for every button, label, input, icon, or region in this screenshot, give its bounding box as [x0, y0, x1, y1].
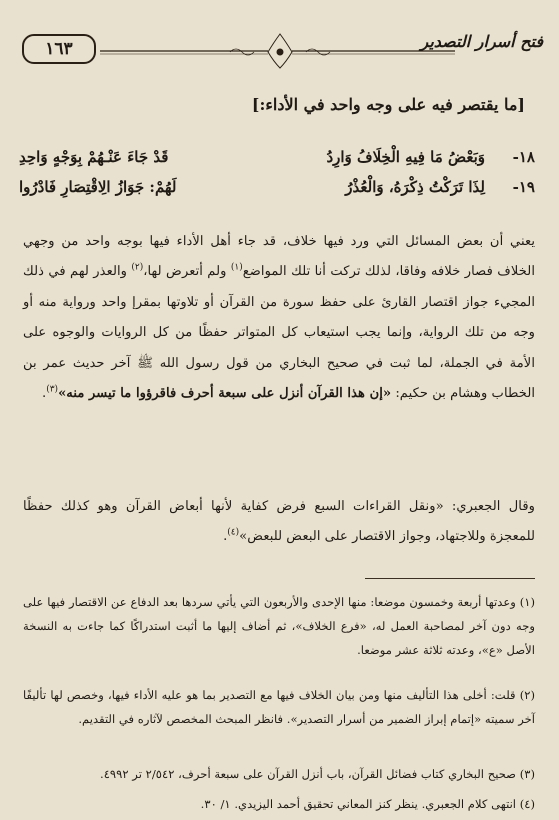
running-title: فتح أسرار التصدير [420, 32, 543, 51]
verse-line [19, 178, 535, 202]
verse-second-hemistich: قَدْ جَاءَ عَنْـهُمْ بِوَجْهٍ وَاحِدِ [19, 148, 169, 166]
commentary-paragraph [23, 227, 535, 409]
paragraph-text: وقال الجعبري: «ونقل القراءات السبع فرض كفاية لأنها أبعاض القرآن وهو كذلك حفظًا للمعجزة وللاجتهاد، وجواز الاقتصار على البعض للبعض» [23, 499, 535, 545]
paragraph-text: ولم أتعرض لها، [143, 264, 231, 280]
footnote: (١) وعدتها أربعة وخمسون موضعا: منها الإحدى والأربعون التي يأتي سردها بعد الدفاع عن الاقتصار فيها على وجه دون آخر لمصاحبة العمل له، «فرع الخلاف»، ثم أضاف إليها ما أثبت استدراكًا كما جاءت به النسخة الأصل «ع»، وعدته ثلاثة عشر موضعا. [23, 595, 535, 657]
footnote-ref: (٣) [46, 384, 59, 395]
footnote-ref: (١) [230, 263, 243, 274]
verse-second-hemistich: لَهُمْ: جَوَازُ الِاقْتِصَارِ فَادْرُوا [19, 178, 177, 196]
footnote-ref: (٤) [227, 528, 240, 539]
verse-number: ١٩- [512, 178, 535, 196]
hadith-quote: «إن هذا القرآن أنزل على سبعة أحرف فاقرؤوا ما تيسر منه» [58, 386, 392, 402]
footnote: (٣) صحيح البخاري كتاب فضائل القرآن، باب أنزل القرآن على سبعة أحرف، ٢/٥٤٢ تر ٤٩٩٢. [100, 767, 535, 781]
page-number: ١٦٣ [22, 34, 96, 64]
paragraph-text: والعذر لهم في ذلك المجيء جواز اقتصار القارئ على حفظ سورة من القرآن أو تلاوتها بمقرإ واحد ورواية منه أو وجه من تلك الرواية، وإنما يجب استيعاب كل المتواتر حفظًا من كل الروايات والوجوه على الأمة في الجملة، لما ثبت في صحيح البخاري من قول رسول الله ﷺ آخر حديث عمر بن الخطاب وهشام بن حكيم: [23, 264, 535, 402]
paragraph-text: . [223, 529, 228, 545]
verse-number: ١٨- [512, 148, 535, 166]
paragraph-text: . [41, 386, 47, 402]
verse-first-hemistich: وَبَعْضُ مَا فِيهِ الْخِلَافُ وَارِدُ [326, 148, 485, 166]
commentary-paragraph [23, 492, 535, 553]
footnote-separator [365, 578, 535, 579]
page-header [0, 0, 559, 70]
footnote: (٤) انتهى كلام الجعبري. ينظر كنز المعاني تحقيق أحمد اليزيدي. ١/ ٣٠. [200, 797, 535, 811]
paragraph-text: يعني أن بعض المسائل التي ورد فيها خلاف، قد جاء أهل الأداء فيها بوجه واحد من وجهي الخلاف فصار خلافه وفاقا، لذلك تركت أنا تلك المواضع [23, 234, 535, 280]
footnote-ref: (٢) [131, 263, 144, 274]
verse-first-hemistich: لِذَا تَرَكْتُ ذِكْرَهُ، وَالْعُذْرُ [345, 178, 485, 196]
verse-line [19, 148, 535, 172]
footnote: (٢) قلت: أخلى هذا التأليف منها ومن بيان الخلاف فيها مع التصدير بما هو عليه الأداء فيها، وخصص لها تأليفًا آخر سميته «إتمام إبراز الضمير من أسرار التصدير». فانظر المبحث المخصص لآثاره في التقديم. [23, 688, 535, 726]
section-heading: [ما يقتصر فيه على وجه واحد في الأداء:] [251, 95, 525, 114]
